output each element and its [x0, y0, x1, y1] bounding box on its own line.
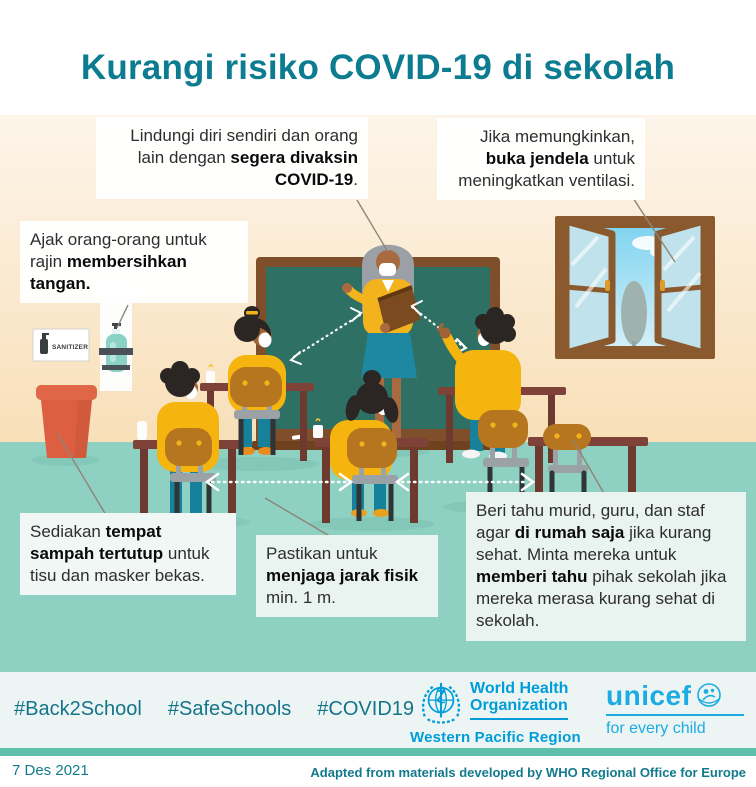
- bottle-icon: [40, 339, 48, 354]
- callout-hands-bold: membersihkan tangan.: [30, 252, 187, 294]
- date: 7 Des 2021: [12, 762, 89, 779]
- unicef-wordmark: unicef: [606, 680, 692, 711]
- tree: [621, 281, 647, 345]
- callout-window-text2: untuk meningkatkan ventilasi.: [458, 149, 635, 191]
- unicef-divider: [606, 714, 744, 716]
- callout-stay-home: [466, 492, 746, 641]
- who-emblem-icon: [418, 680, 464, 726]
- hair-tie: [246, 311, 258, 315]
- callout-distance-text: Pastikan untuk: [266, 544, 378, 563]
- hashtags: [14, 698, 414, 721]
- footer: [0, 672, 756, 748]
- callout-vaccine-bold: segera divaksin COVID-19: [230, 148, 358, 190]
- unicef-tagline: for every child: [606, 720, 706, 737]
- callout-bin-text2: untuk tisu dan masker bekas.: [30, 544, 210, 586]
- callout-hands-text: Ajak orang-orang untuk rajin: [30, 230, 207, 272]
- callout-stayhome-bold: di rumah saja: [514, 523, 625, 543]
- page-title: Kurangi risiko COVID-19 di sekolah: [80, 48, 676, 87]
- hashtag-back2school: #Back2School: [14, 698, 142, 720]
- callout-stayhome-text: Beri tahu murid, guru, dan staf agar: [476, 501, 705, 543]
- attribution: Adapted from materials developed by WHO Regional Office for Europe: [310, 765, 746, 780]
- unicef-logo: [606, 682, 744, 738]
- sanitizer-bottle: [313, 425, 323, 438]
- hashtag-safeschools: #SafeSchools: [167, 698, 292, 720]
- callout-trash-bin: [20, 513, 236, 595]
- callout-vaccine-text: Lindungi diri sendiri dan orang lain dengan: [130, 126, 358, 168]
- sanitizer-sign: [33, 329, 89, 361]
- callout-vaccine: [96, 117, 368, 199]
- bottom-accent-bar: [0, 748, 756, 756]
- who-logo: [410, 680, 581, 746]
- callout-physical-distance: [256, 535, 438, 617]
- hashtag-covid19: #COVID19: [317, 698, 415, 720]
- callout-hand-hygiene: [20, 221, 248, 303]
- window-pane-right: [658, 221, 704, 353]
- callout-stayhome-bold2: memberi tahu: [476, 567, 588, 587]
- header: [0, 0, 756, 115]
- callout-open-window: [437, 118, 645, 200]
- callout-bin-bold: tempat sampah tertutup: [30, 522, 164, 564]
- open-window: [555, 216, 715, 359]
- callout-stayhome-text2: jika kurang sehat. Minta mereka untuk: [476, 523, 712, 565]
- teacher-mask: [379, 263, 396, 276]
- callout-stayhome-text3: pihak sekolah jika mereka merasa kurang sehat di sekolah.: [476, 567, 727, 631]
- date-row: [0, 757, 756, 787]
- callout-bin-text: Sediakan: [30, 522, 106, 541]
- sanitizer-sign-label: SANITIZER: [52, 344, 89, 351]
- who-name-line1: World Health: [470, 680, 569, 697]
- who-name-line2: Organization: [470, 697, 568, 715]
- callout-distance-text2: min. 1 m.: [266, 588, 336, 608]
- sanitizer-bottle: [206, 371, 215, 383]
- unicef-emblem-icon: [695, 682, 723, 710]
- callout-window-text: Jika memungkinkan,: [480, 127, 635, 146]
- window-pane-left: [566, 221, 612, 353]
- callout-distance-bold: menjaga jarak fisik: [266, 566, 419, 586]
- water-bottle: [137, 421, 147, 440]
- callout-window-bold: buka jendela: [485, 149, 589, 169]
- who-region: Western Pacific Region: [410, 729, 581, 746]
- callout-vaccine-text2: .: [353, 170, 358, 190]
